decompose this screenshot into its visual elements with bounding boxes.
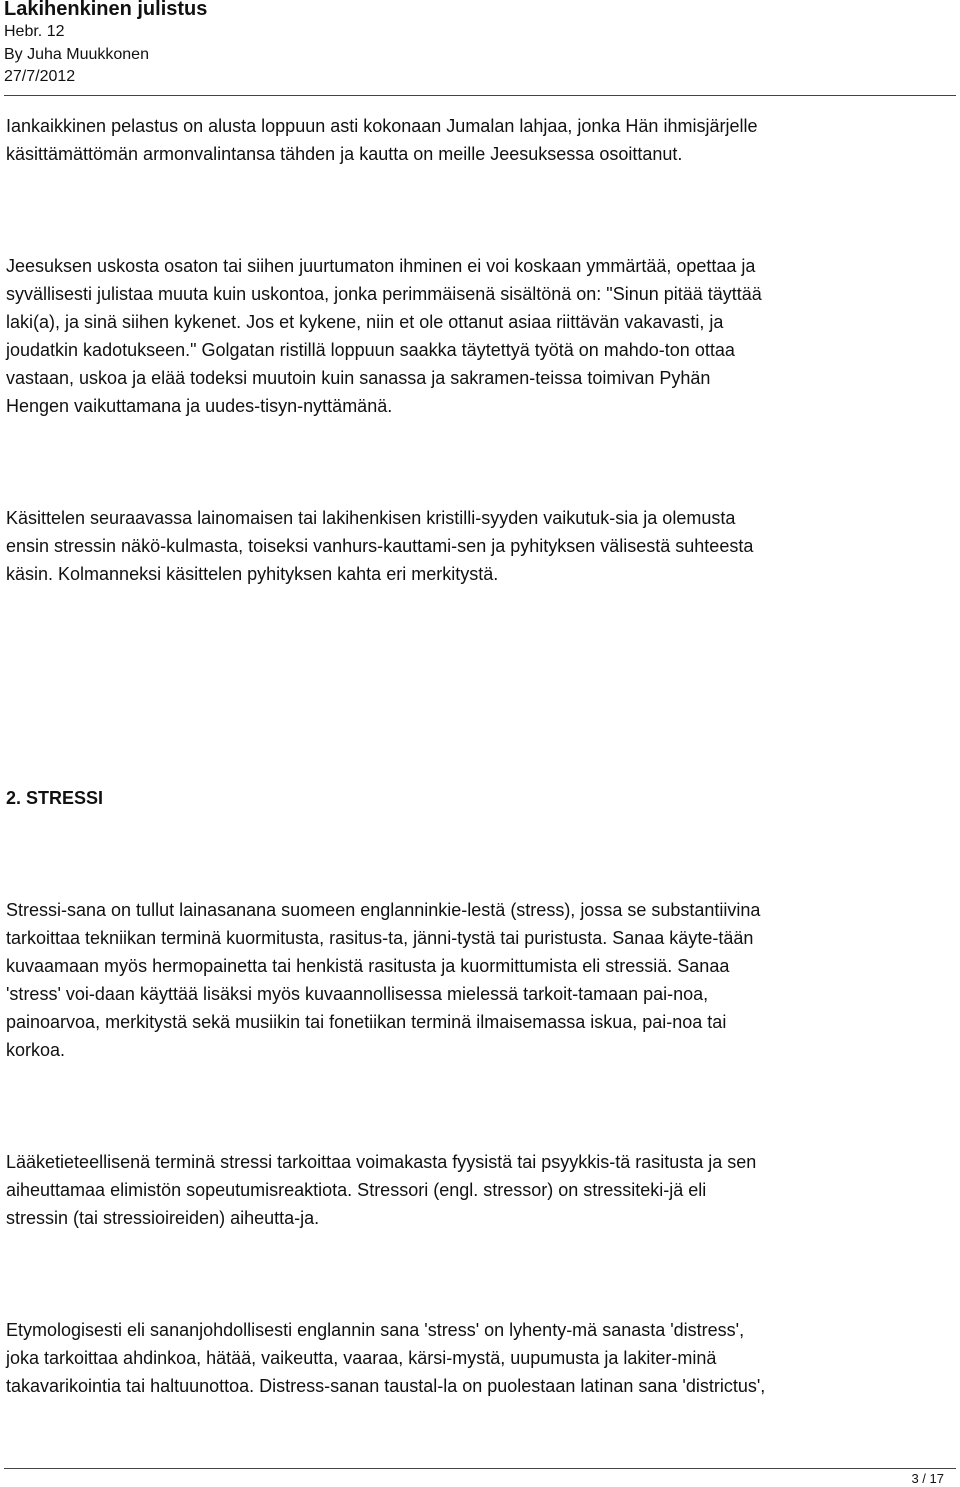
body-line: joudatkin kadotukseen." Golgatan ristillä loppuun saakka täytettyä työtä on mahdo-ton ottaa — [6, 340, 735, 360]
body-line: painoarvoa, merkitystä sekä musiikin tai fonetiikan terminä ilmaisemassa iskua, pai-noa tai — [6, 1012, 727, 1032]
body-line: Hengen vaikuttamana ja uudes-tisyn-nyttämänä. — [6, 396, 393, 416]
body-line: vastaan, uskoa ja elää todeksi muutoin kuin sanassa ja sakramen-teissa toimivan Pyhän — [6, 368, 711, 388]
blank-line — [6, 588, 952, 616]
document-header — [4, 0, 956, 89]
blank-line — [6, 1120, 952, 1148]
blank-line — [6, 1064, 952, 1092]
blank-line — [6, 644, 952, 672]
blank-line — [6, 1232, 952, 1260]
body-line: takavarikointia tai haltuunottoa. Distress-sanan taustal-la on puolestaan latinan sana 'districtus', — [6, 1376, 766, 1396]
section-heading: 2. STRESSI — [6, 788, 104, 808]
body-line: Jeesuksen uskosta osaton tai siihen juurtumaton ihminen ei voi koskaan ymmärtää, opettaa ja — [6, 256, 756, 276]
blank-line — [6, 616, 952, 644]
document-title: Lakihenkinen julistus — [4, 0, 208, 20]
body-line: Stressi-sana on tullut lainasanana suomeen englanninkie-lestä (stress), jossa se substantiivina — [6, 900, 761, 920]
body-line: aiheuttamaa elimistön sopeutumisreaktiota. Stressori (engl. stressor) on stressiteki-jä eli — [6, 1180, 707, 1200]
page-number: 3 / 17 — [911, 1471, 944, 1486]
body-line: Käsittelen seuraavassa lainomaisen tai lakihenkisen kristilli-syyden vaikutuk-sia ja olemusta — [6, 508, 736, 528]
body-line: käsittämättömän armonvalintansa tähden ja kautta on meille Jeesuksessa osoittanut. — [6, 144, 683, 164]
blank-line — [6, 476, 952, 504]
body-line: korkoa. — [6, 1040, 66, 1060]
blank-line — [6, 1260, 952, 1288]
blank-line — [6, 448, 952, 476]
body-line: laki(a), ja sinä siihen kykenet. Jos et kykene, niin et ole ottanut asiaa riittävän vakavasti, ja — [6, 312, 724, 332]
body-line: kuvaamaan myös hermopainetta tai henkistä rasitusta ja kuormittumista eli stressiä. Sanaa — [6, 956, 730, 976]
blank-line — [6, 420, 952, 448]
body-line: käsin. Kolmanneksi käsittelen pyhityksen kahta eri merkitystä. — [6, 564, 499, 584]
scripture-reference: Hebr. 12 — [4, 23, 65, 40]
blank-line — [6, 868, 952, 896]
body-line: tarkoittaa tekniikan terminä kuormitusta, rasitus-ta, jänni-tystä tai puristusta. Sanaa käyte-tään — [6, 928, 754, 948]
body-line: joka tarkoittaa ahdinkoa, hätää, vaikeutta, vaaraa, kärsi-mystä, uupumusta ja lakiter-minä — [6, 1348, 717, 1368]
blank-line — [6, 672, 952, 700]
blank-line — [6, 812, 952, 840]
body-line: stressin (tai stressioireiden) aiheutta-ja. — [6, 1208, 320, 1228]
blank-line — [6, 700, 952, 728]
blank-line — [6, 728, 952, 756]
footer-divider — [4, 1468, 956, 1469]
header-divider — [4, 95, 956, 96]
blank-line — [6, 1288, 952, 1316]
document-body — [6, 112, 952, 1400]
body-line: syvällisesti julistaa muuta kuin uskontoa, jonka perimmäisenä sisältönä on: "Sinun pitää täyttää — [6, 284, 762, 304]
body-line: Etymologisesti eli sananjohdollisesti englannin sana 'stress' on lyhenty-mä sanasta 'distress', — [6, 1320, 745, 1340]
publish-date: 27/7/2012 — [4, 68, 76, 85]
body-line: Lääketieteellisenä terminä stressi tarkoittaa voimakasta fyysistä tai psyykkis-tä rasitusta ja sen — [6, 1152, 757, 1172]
blank-line — [6, 756, 952, 784]
blank-line — [6, 840, 952, 868]
body-line: ensin stressin näkö-kulmasta, toiseksi vanhurs-kauttami-sen ja pyhityksen välisestä suhteesta — [6, 536, 754, 556]
blank-line — [6, 196, 952, 224]
blank-line — [6, 1092, 952, 1120]
blank-line — [6, 224, 952, 252]
blank-line — [6, 168, 952, 196]
author-line: By Juha Muukkonen — [4, 45, 149, 63]
body-line: 'stress' voi-daan käyttää lisäksi myös kuvaannollisessa mielessä tarkoit-tamaan pai-noa, — [6, 984, 709, 1004]
body-line: Iankaikkinen pelastus on alusta loppuun asti kokonaan Jumalan lahjaa, jonka Hän ihmisjärjelle — [6, 116, 758, 136]
